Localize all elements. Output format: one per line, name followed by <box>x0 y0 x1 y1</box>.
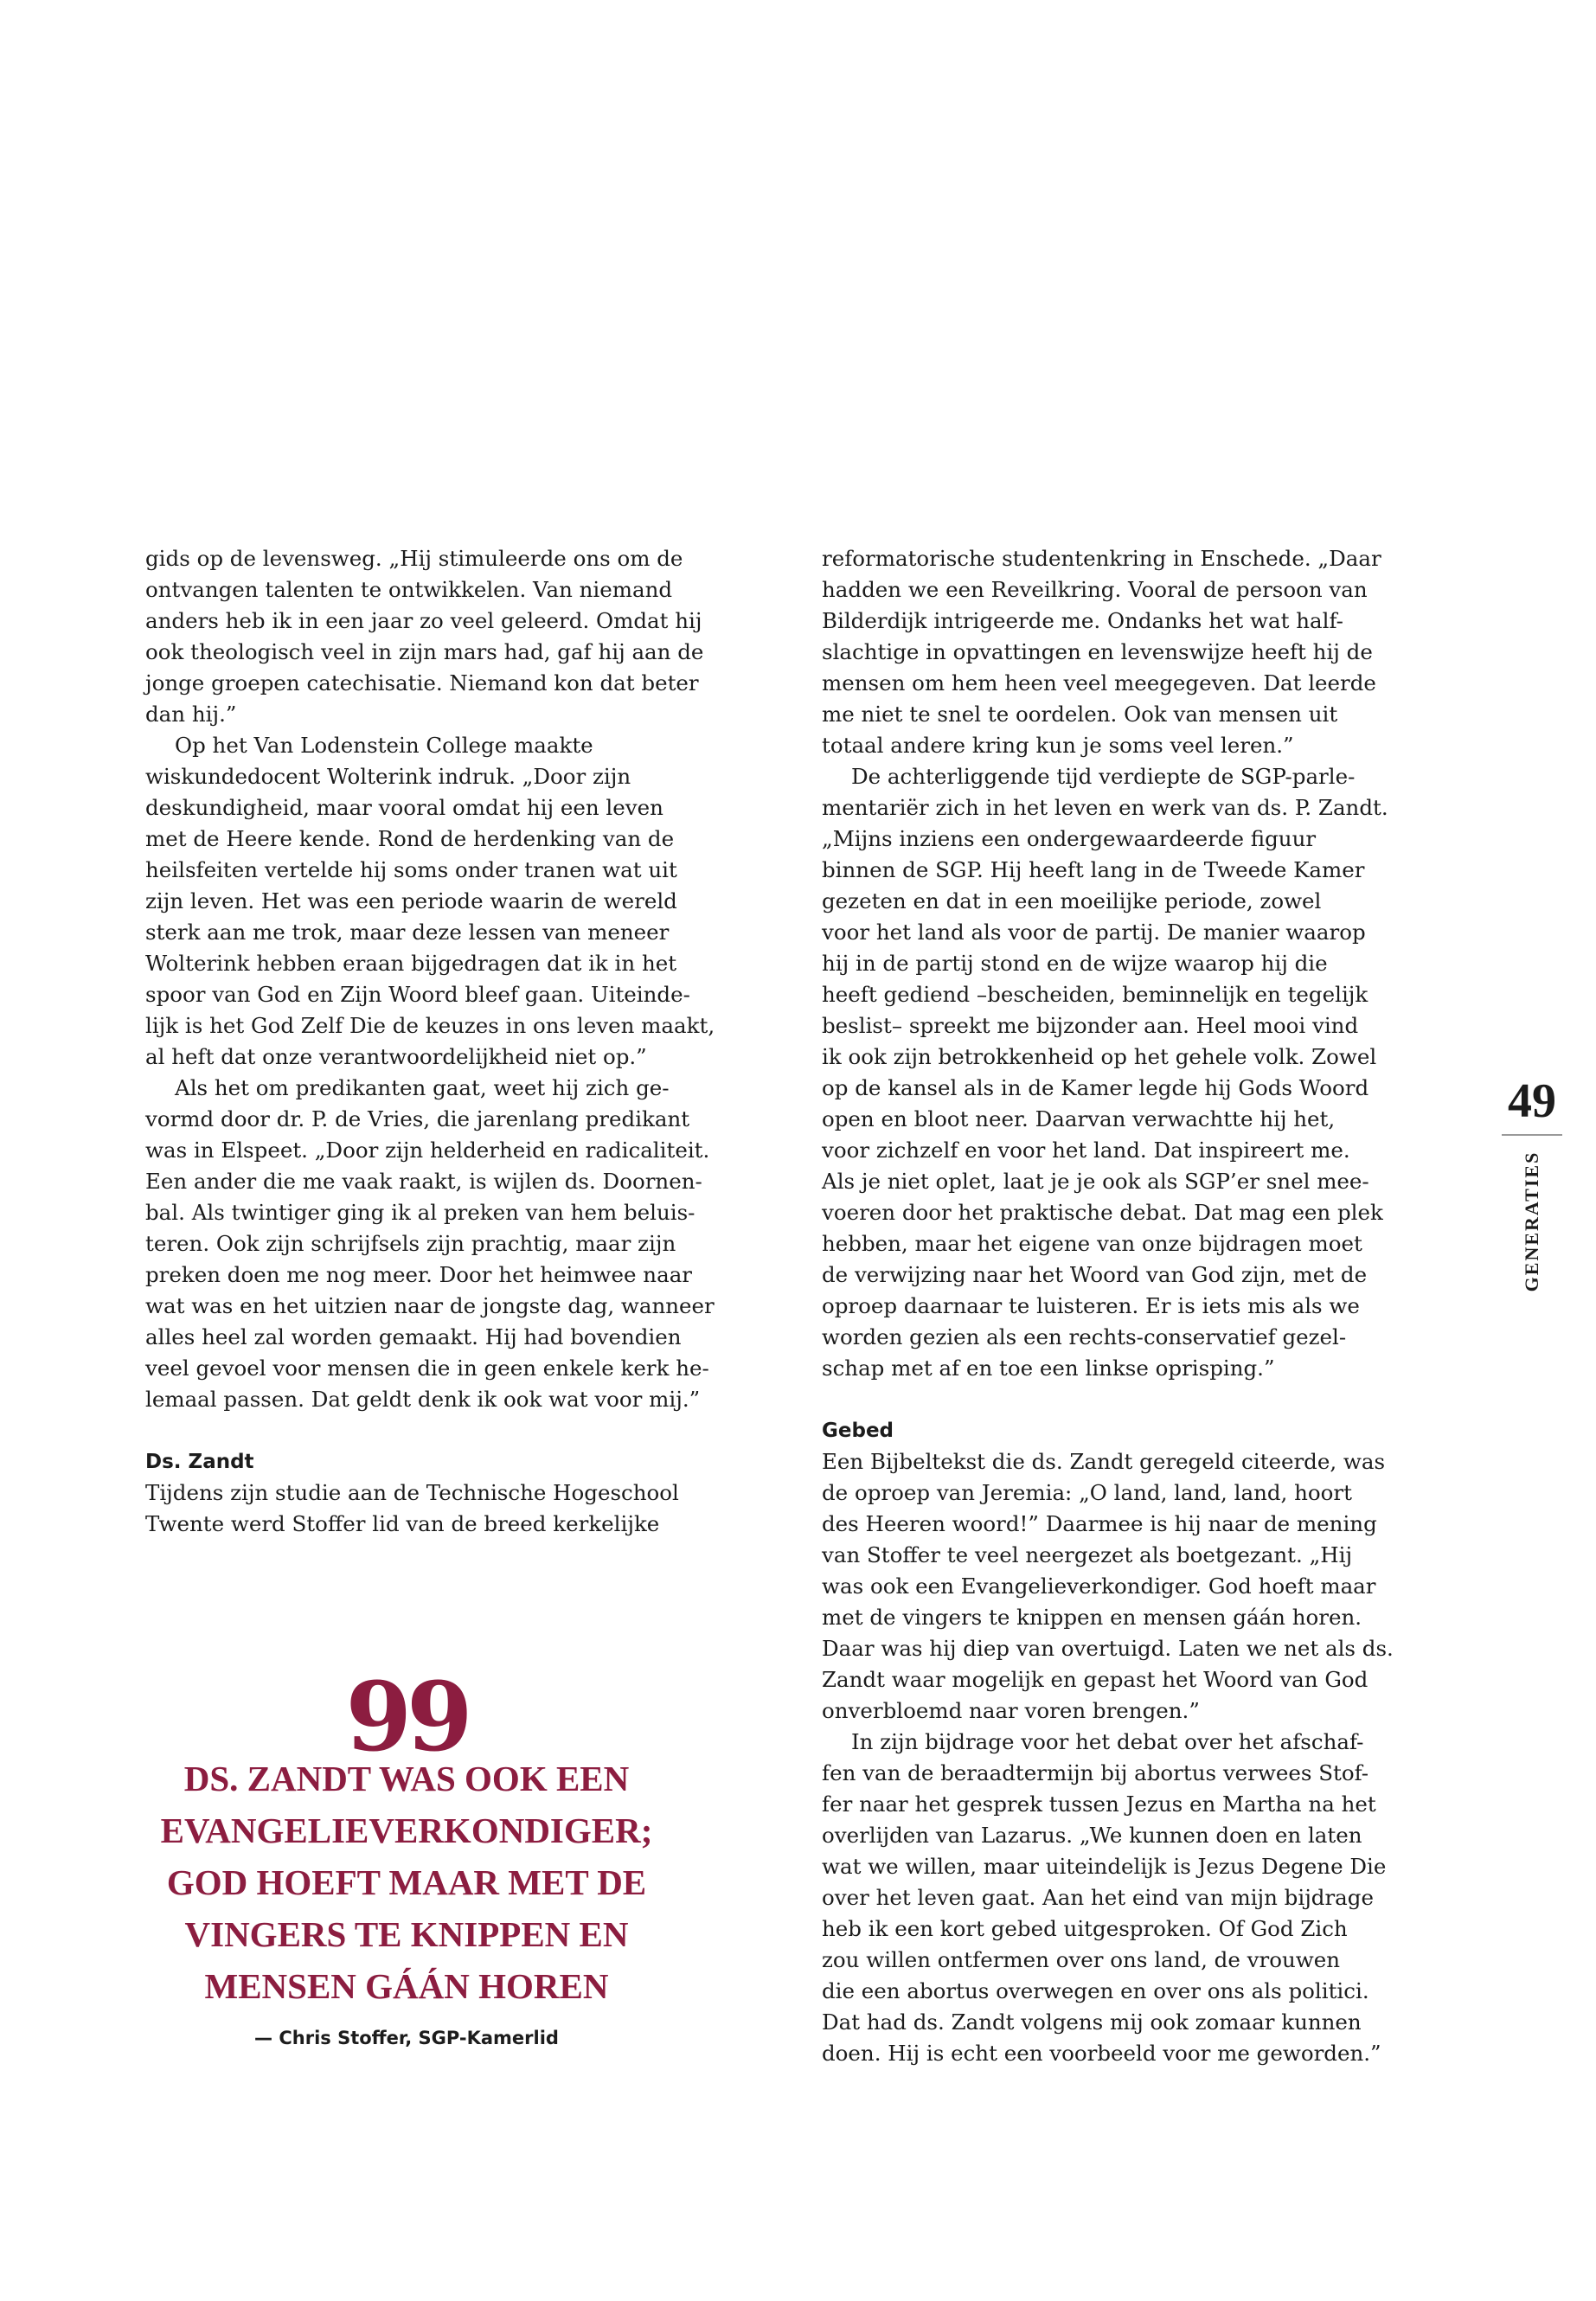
text-line: met de Heere kende. Rond de herdenking van de <box>145 826 675 851</box>
text-line: vormd door dr. P. de Vries, die jarenlang predikant <box>145 1106 690 1131</box>
text-line: Dat had ds. Zandt volgens mij ook zomaar kunnen <box>822 2009 1362 2035</box>
text-line: ook theologisch veel in zijn mars had, gaf hij aan de <box>145 639 704 664</box>
text-line: met de vingers te knippen en mensen gáán horen. <box>822 1605 1362 1630</box>
text-line: onverbloemd naar voren brengen.” <box>822 1698 1200 1723</box>
text-line: Bilderdijk intrigeerde me. Ondanks het wat half- <box>822 608 1343 633</box>
text-line: teren. Ook zijn schrijfsels zijn prachtig, maar zijn <box>145 1231 676 1256</box>
text-line: In zijn bijdrage voor het debat over het afschaf- <box>851 1729 1364 1754</box>
text-line: Op het Van Lodenstein College maakte <box>175 733 593 758</box>
subheading-ds-zandt: Ds. Zandt <box>145 1451 254 1473</box>
text-line: al heft dat onze verantwoordelijkheid niet op.” <box>145 1044 647 1069</box>
text-line: over het leven gaat. Aan het eind van mijn bijdrage <box>822 1885 1374 1910</box>
text-line: fer naar het gesprek tussen Jezus en Martha na het <box>822 1791 1376 1817</box>
text-line: Zandt waar mogelijk en gepast het Woord van God <box>822 1667 1368 1692</box>
text-line: voor zichzelf en voor het land. Dat inspireert me. <box>822 1138 1350 1163</box>
text-line: Wolterink hebben eraan bijgedragen dat ik in het <box>145 951 677 976</box>
text-line: beslist– spreekt me bijzonder aan. Heel mooi vind <box>822 1013 1359 1038</box>
text-line: Tijdens zijn studie aan de Technische Hogeschool <box>145 1480 679 1505</box>
paragraph <box>145 1477 686 1540</box>
text-line: open en bloot neer. Daarvan verwachtte hij het, <box>822 1106 1336 1131</box>
page-number: 49 <box>1508 1074 1556 1128</box>
text-line: Als je niet oplet, laat je je ook als SGP’er snel mee- <box>822 1169 1369 1194</box>
text-line: die een abortus overwegen en over ons als politici. <box>822 1978 1369 2003</box>
text-line: was ook een Evangelieverkondiger. God hoeft maar <box>822 1574 1376 1599</box>
pull-quote-line: GOD HOEFT MAAR MET DE <box>166 1862 647 1902</box>
text-line: ontvangen talenten te ontwikkelen. Van niemand <box>145 577 673 602</box>
pull-quote-text <box>138 1753 675 2012</box>
text-line: gids op de levensweg. „Hij stimuleerde ons om de <box>145 546 683 571</box>
text-line: schap met af en toe een linkse oprisping.” <box>822 1356 1275 1381</box>
text-line: sterk aan me trok, maar deze lessen van meneer <box>145 920 670 945</box>
text-line: jonge groepen catechisatie. Niemand kon dat beter <box>145 670 699 695</box>
text-line: heilsfeiten vertelde hij soms onder tranen wat uit <box>145 857 677 882</box>
section-label: GENERATIES <box>1521 1150 1542 1292</box>
left-column <box>145 543 715 1540</box>
pull-quote-line: VINGERS TE KNIPPEN EN <box>184 1914 629 1954</box>
text-line: doen. Hij is echt een voorbeeld voor me geworden.” <box>822 2041 1381 2066</box>
text-line: worden gezien als een rechts-conservatief gezel- <box>822 1324 1347 1349</box>
pull-quote-line: EVANGELIEVERKONDIGER; <box>160 1811 653 1850</box>
text-line: wat was en het uitzien naar de jongste dag, wanneer <box>145 1293 715 1318</box>
text-line: reformatorische studentenkring in Enschede. „Daar <box>822 546 1381 571</box>
text-line: Een ander die me vaak raakt, is wijlen ds. Doornen- <box>145 1169 702 1194</box>
text-line: bal. Als twintiger ging ik al preken van hem beluis- <box>145 1200 695 1225</box>
text-line: binnen de SGP. Hij heeft lang in de Tweede Kamer <box>822 857 1365 882</box>
text-line: overlijden van Lazarus. „We kunnen doen en laten <box>822 1823 1362 1848</box>
text-line: Als het om predikanten gaat, weet hij zich ge- <box>175 1075 670 1100</box>
text-line: dan hij.” <box>145 702 237 727</box>
paragraph <box>145 1073 715 1415</box>
text-line: ik ook zijn betrokkenheid op het gehele volk. Zowel <box>822 1044 1377 1069</box>
text-line: van Stoffer te veel neergezet als boetgezant. „Hij <box>822 1542 1353 1567</box>
text-line: anders heb ik in een jaar zo veel geleerd. Omdat hij <box>145 608 702 633</box>
pull-quote <box>138 1661 675 2048</box>
text-line: De achterliggende tijd verdiepte de SGP-parle- <box>851 764 1356 789</box>
text-line: hebben, maar het eigene van onze bijdragen moet <box>822 1231 1362 1256</box>
text-line: wat we willen, maar uiteindelijk is Jezus Degene Die <box>822 1854 1387 1879</box>
text-line: voeren door het praktische debat. Dat mag een plek <box>822 1200 1383 1225</box>
text-line: Een Bijbeltekst die ds. Zandt geregeld citeerde, was <box>822 1449 1386 1474</box>
text-line: hij in de partij stond en de wijze waarop hij die <box>822 951 1328 976</box>
text-line: was in Elspeet. „Door zijn helderheid en radicaliteit. <box>145 1138 710 1163</box>
text-line: preken doen me nog meer. Door het heimwee naar <box>145 1262 693 1287</box>
text-line: heeft gediend –bescheiden, beminnelijk en tegelijk <box>822 982 1368 1007</box>
text-line: lijk is het God Zelf Die de keuzes in ons leven maakt, <box>145 1013 715 1038</box>
text-line: Daar was hij diep van overtuigd. Laten we net als ds. <box>822 1636 1394 1661</box>
text-line: fen van de beraadtermijn bij abortus verwees Stof- <box>822 1760 1369 1785</box>
paragraph <box>822 543 1381 761</box>
text-line: Twente werd Stoffer lid van de breed kerkelijke <box>145 1511 660 1536</box>
text-line: „Mijns inziens een ondergewaardeerde figuur <box>822 826 1317 851</box>
text-line: lemaal passen. Dat geldt denk ik ook wat voor mij.” <box>145 1387 701 1412</box>
paragraph <box>145 543 704 730</box>
text-line: de verwijzing naar het Woord van God zijn, met de <box>822 1262 1368 1287</box>
quote-mark-icon: 99 <box>345 1661 468 1772</box>
text-line: des Heeren woord!” Daarmee is hij naar de mening <box>822 1511 1377 1536</box>
page-number-divider <box>1502 1134 1562 1136</box>
text-line: alles heel zal worden gemaakt. Hij had bovendien <box>145 1324 682 1349</box>
text-line: wiskundedocent Wolterink indruk. „Door zijn <box>145 764 631 789</box>
right-column <box>822 543 1394 2069</box>
subheading-gebed: Gebed <box>822 1420 894 1442</box>
text-line: hadden we een Reveilkring. Vooral de persoon van <box>822 577 1368 602</box>
text-line: oproep daarnaar te luisteren. Er is iets mis als we <box>822 1293 1360 1318</box>
text-line: spoor van God en Zijn Woord bleef gaan. Uiteinde- <box>145 982 690 1007</box>
pull-quote-attribution: — Chris Stoffer, SGP-Kamerlid <box>254 2028 559 2048</box>
text-line: mensen om hem heen veel meegegeven. Dat leerde <box>822 670 1376 695</box>
text-line: totaal andere kring kun je soms veel leren.” <box>822 733 1294 758</box>
pull-quote-line: DS. ZANDT WAS OOK EEN <box>183 1759 630 1798</box>
paragraph <box>822 1727 1387 2069</box>
pull-quote-line: MENSEN GÁÁN HOREN <box>204 1966 609 2006</box>
text-line: veel gevoel voor mensen die in geen enkele kerk he- <box>145 1356 709 1381</box>
text-line: me niet te snel te oordelen. Ook van mensen uit <box>822 702 1338 727</box>
text-line: slachtige in opvattingen en levenswijze heeft hij de <box>822 639 1373 664</box>
text-line: deskundigheid, maar vooral omdat hij een leven <box>145 795 663 820</box>
paragraph <box>822 1446 1394 1727</box>
text-line: de oproep van Jeremia: „O land, land, land, hoort <box>822 1480 1352 1505</box>
text-line: gezeten en dat in een moeilijke periode, zowel <box>822 888 1322 913</box>
text-line: zijn leven. Het was een periode waarin de wereld <box>145 888 677 913</box>
paragraph <box>822 761 1388 1384</box>
text-line: op de kansel als in de Kamer legde hij Gods Woord <box>822 1075 1369 1100</box>
text-line: zou willen ontfermen over ons land, de vrouwen <box>822 1947 1340 1972</box>
paragraph <box>145 730 715 1073</box>
text-line: mentariër zich in het leven en werk van ds. P. Zandt. <box>822 795 1388 820</box>
text-line: voor het land als voor de partij. De manier waarop <box>822 920 1366 945</box>
text-line: heb ik een kort gebed uitgesproken. Of God Zich <box>822 1916 1348 1941</box>
